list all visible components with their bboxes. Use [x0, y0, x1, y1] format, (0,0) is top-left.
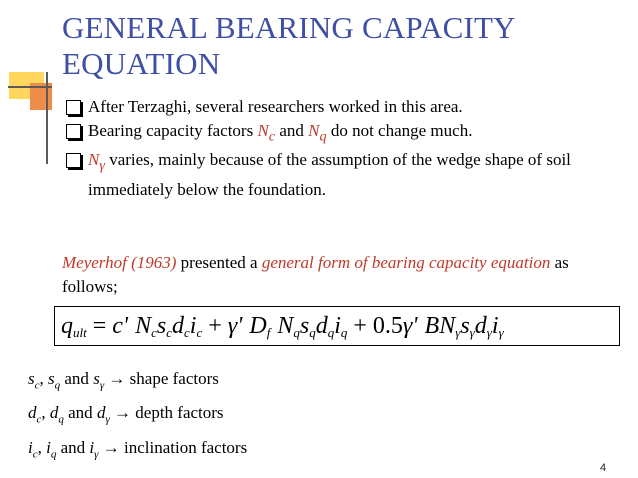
general-form-phrase: general form of bearing capacity equation: [261, 253, 551, 272]
eq-plus-2: +: [347, 313, 373, 339]
factor-row-depth: [28, 399, 528, 433]
factor-label-depth: → depth factors: [109, 403, 224, 423]
factor-c: [96, 403, 110, 426]
eq-gamma-1: γ': [227, 313, 243, 339]
eq-igamma: i: [491, 313, 499, 339]
symbol-ngamma-sub: γ: [99, 157, 105, 174]
eq-sq-sub: q: [309, 325, 316, 340]
factor-b-base: d: [49, 403, 59, 423]
bullet-2-and: and: [275, 121, 309, 140]
eq-sq: s: [299, 313, 310, 339]
eq-sc: s: [156, 313, 167, 339]
eq-df-sub: f: [266, 325, 271, 340]
factor-a-sub: c: [34, 379, 40, 392]
eq-half: 0.5: [372, 313, 403, 339]
factor-c-sub: γ: [105, 413, 110, 426]
meyerhof-paragraph: [62, 251, 622, 299]
factor-a-sub: c: [36, 413, 42, 426]
factor-c-sub: γ: [99, 379, 105, 392]
eq-b: B: [424, 313, 440, 339]
factor-row-shape: [28, 365, 528, 399]
factor-sep-and: and: [56, 437, 90, 457]
eq-ngamma-sub: γ: [455, 325, 461, 340]
eq-iq-sub: q: [340, 325, 348, 340]
symbol-nc-sub: c: [268, 128, 276, 145]
factor-c: [93, 369, 105, 392]
eq-nc-sub: c: [151, 325, 157, 340]
slide-title: GENERAL BEARING CAPACITY EQUATION: [62, 10, 515, 81]
bullet-2-pre: Bearing capacity factors: [88, 121, 258, 140]
factor-b-base: s: [48, 369, 55, 388]
bearing-capacity-equation: [54, 306, 620, 346]
eq-iq: i: [334, 313, 341, 339]
symbol-nq: [308, 121, 327, 145]
factor-b-sub: q: [58, 413, 64, 426]
factor-b-sub: q: [50, 448, 57, 461]
eq-dq-sub: q: [327, 325, 335, 340]
factor-a-sub: c: [32, 448, 38, 461]
factor-label-shape: → shape factors: [104, 369, 219, 388]
factor-a: [28, 403, 42, 426]
eq-df: D: [249, 313, 267, 339]
eq-dq: d: [315, 313, 328, 339]
eq-sc-sub: c: [166, 325, 172, 340]
factor-a: [28, 437, 38, 461]
eq-plus-1: +: [202, 313, 228, 339]
factor-b: [48, 369, 61, 392]
bullet-item-3: [64, 148, 624, 201]
eq-q: q: [61, 313, 73, 339]
factor-a-base: s: [28, 369, 35, 388]
factor-c-base: i: [89, 437, 95, 457]
meyerhof-mid: presented a: [176, 253, 262, 272]
eq-nq: N: [277, 313, 294, 339]
symbol-ngamma-base: N: [88, 150, 100, 170]
factor-b: [49, 403, 64, 426]
factor-sep-and: and: [60, 369, 94, 388]
factor-b: [46, 437, 57, 461]
factor-sep-comma: ,: [41, 403, 50, 423]
eq-dgamma: d: [474, 313, 487, 339]
checkbox-bullet-icon: [66, 100, 81, 115]
eq-dgamma-sub: γ: [486, 325, 492, 340]
eq-c: c': [112, 313, 129, 339]
factor-b-base: i: [46, 437, 51, 457]
factor-a: [28, 369, 40, 392]
symbol-nc: [257, 121, 276, 145]
factor-c-sub: γ: [94, 448, 99, 461]
bullet-item-1: [64, 95, 624, 119]
eq-sgamma: s: [460, 313, 470, 339]
factor-b-sub: q: [54, 379, 61, 392]
factor-a-base: d: [28, 403, 37, 423]
factor-row-inclination: [28, 434, 528, 468]
bullet-text-3: [88, 148, 624, 201]
bullet-list: [64, 95, 624, 202]
bullet-2-post: do not change much.: [326, 121, 473, 140]
eq-ic: i: [189, 313, 197, 339]
eq-ic-sub: c: [196, 325, 203, 340]
eq-gamma-2: γ': [402, 313, 418, 339]
eq-q-sub: ult: [73, 325, 87, 340]
factor-sep-comma: ,: [39, 369, 49, 388]
factor-sep-and: and: [63, 403, 97, 423]
eq-equals: =: [86, 313, 113, 339]
bullet-item-2: [64, 119, 624, 148]
factor-a-base: i: [28, 437, 33, 457]
factor-c-base: d: [96, 403, 106, 423]
factor-sep-comma: ,: [37, 437, 47, 457]
symbol-ngamma: [88, 150, 105, 174]
meyerhof-end: as follows;: [62, 253, 569, 296]
factor-label-inclination: → inclination factors: [98, 437, 248, 457]
eq-igamma-sub: γ: [498, 325, 504, 340]
checkbox-bullet-icon: [66, 124, 81, 139]
eq-nc: N: [135, 313, 152, 339]
eq-dc: d: [172, 313, 184, 339]
meyerhof-reference: Meyerhof (1963): [62, 253, 177, 272]
eq-dc-sub: c: [184, 325, 190, 340]
eq-nq-sub: q: [293, 325, 300, 340]
bullet-text-1: After Terzaghi, several researchers worked in this area.: [88, 97, 463, 116]
bullet-3-post: varies, mainly because of the assumption of the wedge shape of soil immediately below the foundation.: [88, 150, 571, 199]
deco-horizontal-line: [8, 86, 52, 88]
factor-c-base: s: [93, 369, 100, 388]
page-number: 4: [600, 462, 607, 474]
factor-definitions: [28, 365, 528, 468]
eq-sgamma-sub: γ: [469, 325, 475, 340]
symbol-nq-sub: q: [319, 128, 327, 145]
checkbox-bullet-icon: [66, 153, 81, 168]
eq-ngamma: N: [439, 313, 456, 339]
symbol-nc-base: N: [257, 121, 269, 140]
symbol-nq-base: N: [308, 121, 320, 140]
bullet-text-2: [88, 119, 624, 148]
